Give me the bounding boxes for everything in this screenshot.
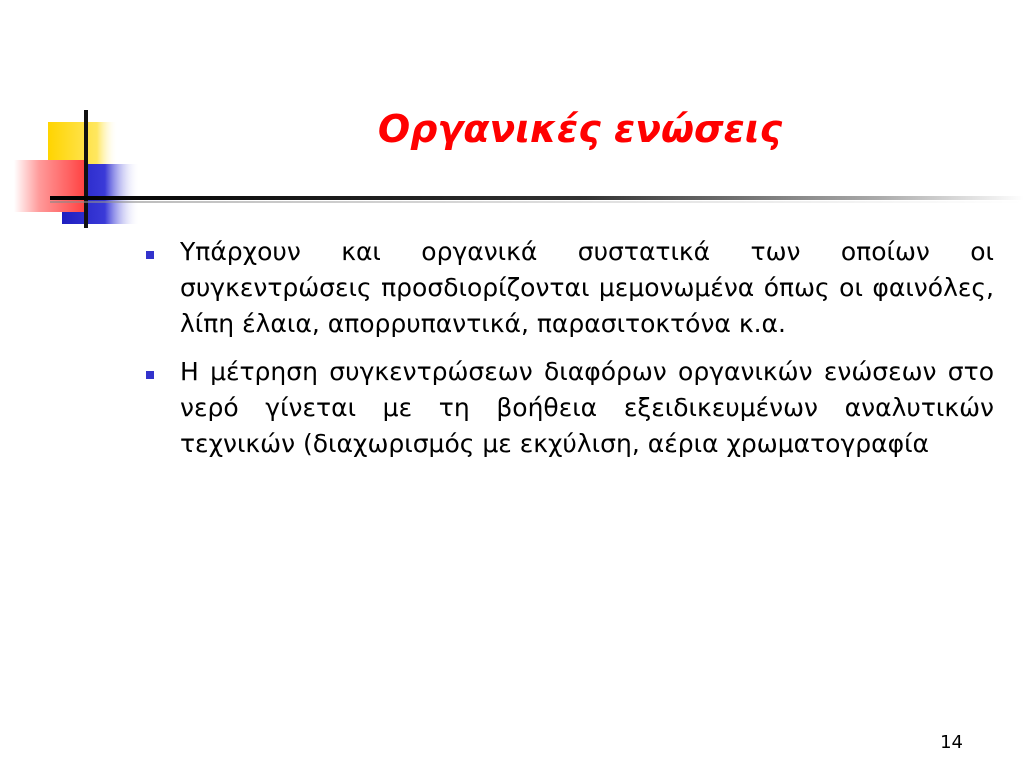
bullet-square-icon [146, 371, 154, 379]
slide-title: Οργανικές ενώσεις [377, 107, 783, 151]
page-number: 14 [940, 732, 963, 753]
bullet-item [142, 354, 994, 462]
bullet-text: Η μέτρηση συγκεντρώσεων διαφόρων οργανικών ενώσεων στο νερό γίνεται με τη βοήθεια εξειδικευμένων αναλυτικών τεχνικών (διαχωρισμός με εκχύλιση, αέρια χρωματογραφία [180, 357, 994, 458]
bullet-text: Υπάρχουν και οργανικά συστατικά των οποίων οι συγκεντρώσεις προσδιορίζονται μεμονωμένα όπως οι φαινόλες, λίπη έλαια, απορρυπαντικά, παρασιτοκτόνα κ.α. [180, 237, 994, 338]
bullet-item [142, 234, 994, 342]
bullet-square-icon [146, 251, 154, 259]
bullet-list [142, 234, 994, 474]
